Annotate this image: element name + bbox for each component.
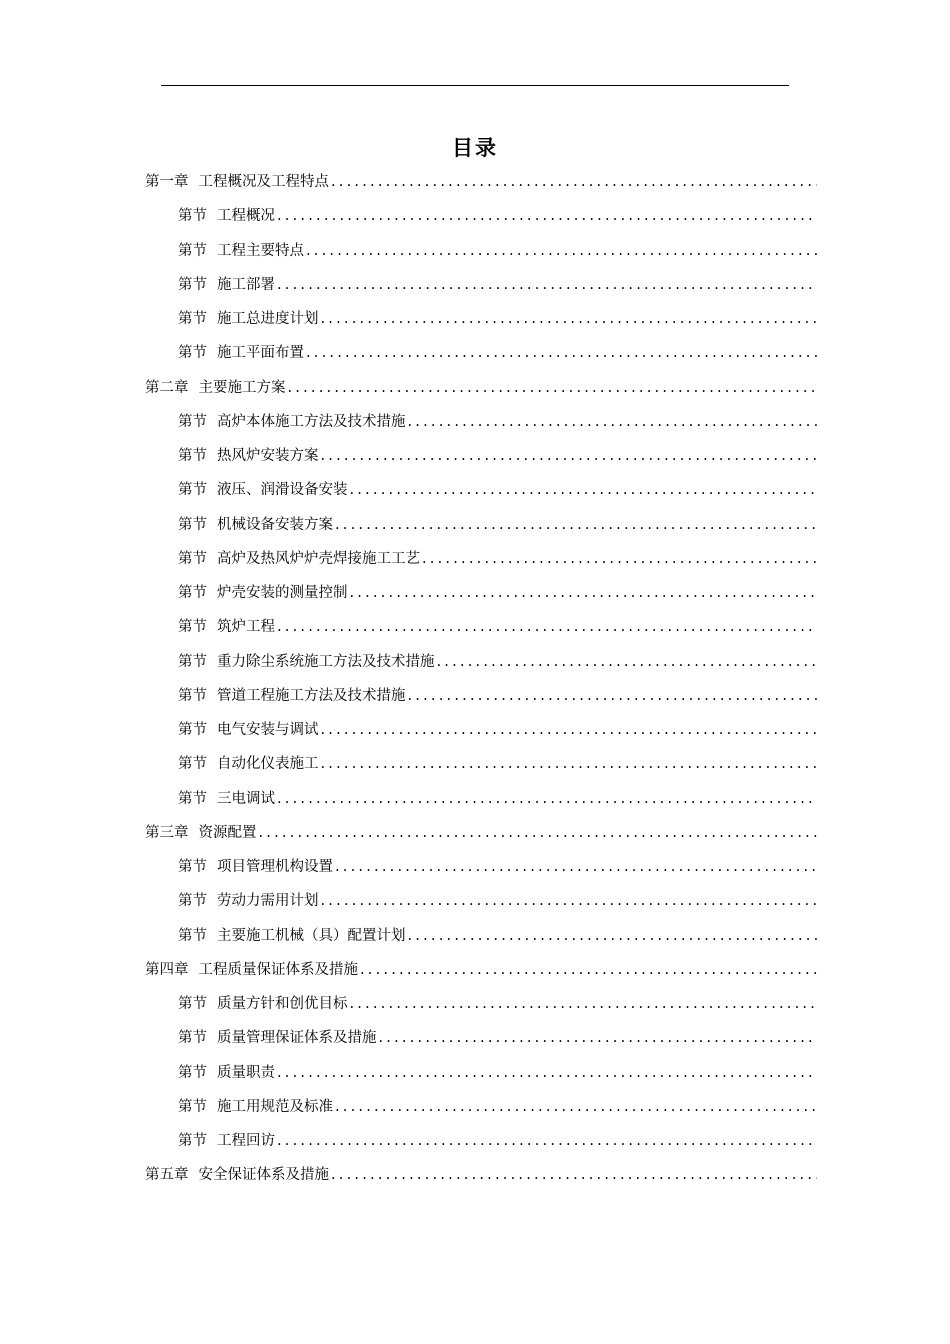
toc-dot-leader bbox=[306, 341, 817, 365]
toc-entry-number: 第节 bbox=[178, 790, 207, 807]
toc-section-entry[interactable] bbox=[178, 684, 817, 708]
toc-section-entry[interactable] bbox=[178, 650, 817, 674]
toc-entry-title: 重力除尘系统施工方法及技术措施 bbox=[217, 653, 435, 670]
toc-dot-leader bbox=[321, 752, 818, 776]
toc-section-entry[interactable] bbox=[178, 992, 817, 1016]
toc-dot-leader bbox=[321, 307, 818, 331]
toc-dot-leader bbox=[422, 547, 817, 571]
toc-entry-number: 第节 bbox=[178, 893, 207, 910]
toc-entry-number: 第节 bbox=[178, 687, 207, 704]
toc-section-entry[interactable] bbox=[178, 1061, 817, 1085]
toc-section-entry[interactable] bbox=[178, 478, 817, 502]
toc-entry-number: 第节 bbox=[178, 345, 207, 362]
toc-entry-title: 高炉及热风炉炉壳焊接施工工艺 bbox=[217, 550, 420, 567]
header-rule bbox=[161, 85, 789, 86]
toc-entry-title: 高炉本体施工方法及技术措施 bbox=[217, 413, 406, 430]
toc-entry-number: 第节 bbox=[178, 1030, 207, 1047]
toc-dot-leader bbox=[277, 615, 817, 639]
toc-entry-title: 工程概况及工程特点 bbox=[198, 174, 329, 190]
toc-section-entry[interactable] bbox=[178, 410, 817, 434]
toc-section-entry[interactable] bbox=[178, 581, 817, 605]
toc-dot-leader bbox=[306, 239, 817, 263]
toc-entry-number: 第节 bbox=[178, 448, 207, 464]
toc-dot-leader bbox=[259, 821, 818, 845]
toc-entry-title: 机械设备安装方案 bbox=[217, 516, 333, 533]
toc-dot-leader bbox=[277, 1129, 817, 1153]
toc-dot-leader bbox=[437, 650, 818, 674]
toc-entry-title: 质量职责 bbox=[217, 1064, 275, 1081]
page-title: 目录 bbox=[452, 136, 498, 160]
toc-entry-number: 第一章 bbox=[145, 174, 189, 190]
toc-dot-leader bbox=[360, 958, 817, 982]
toc-dot-leader bbox=[408, 684, 818, 708]
toc-entry-number: 第节 bbox=[178, 756, 207, 773]
toc-entry-number: 第节 bbox=[178, 927, 207, 944]
toc-dot-leader bbox=[335, 1095, 817, 1119]
toc-section-entry[interactable] bbox=[178, 239, 817, 263]
toc-entry-title: 液压、润滑设备安装 bbox=[217, 482, 348, 499]
toc-entry-title: 工程概况 bbox=[217, 208, 275, 225]
toc-entry-number: 第三章 bbox=[145, 824, 189, 841]
toc-entry-title: 施工用规范及标准 bbox=[217, 1098, 333, 1115]
toc-entry-number: 第节 bbox=[178, 1064, 207, 1081]
toc-section-entry[interactable] bbox=[178, 924, 817, 948]
toc-entry-number: 第节 bbox=[178, 859, 207, 875]
toc-section-entry[interactable] bbox=[178, 615, 817, 639]
toc-dot-leader bbox=[277, 1061, 817, 1085]
toc-entry-number: 第五章 bbox=[145, 1167, 189, 1184]
toc-section-entry[interactable] bbox=[178, 855, 817, 879]
toc-section-entry[interactable] bbox=[178, 1026, 817, 1050]
toc-chapter-entry[interactable] bbox=[145, 821, 817, 845]
toc-entry-title: 质量方针和创优目标 bbox=[217, 996, 348, 1012]
toc-dot-leader bbox=[350, 478, 818, 502]
toc-dot-leader bbox=[277, 204, 817, 228]
toc-entry-title: 筑炉工程 bbox=[217, 619, 275, 636]
toc-entry-number: 第节 bbox=[178, 516, 207, 533]
toc-chapter-entry[interactable] bbox=[145, 958, 817, 982]
toc-entry-title: 电气安装与调试 bbox=[217, 722, 319, 738]
toc-dot-leader bbox=[321, 718, 818, 742]
toc-entry-title: 自动化仪表施工 bbox=[217, 756, 319, 773]
toc-entry-number: 第四章 bbox=[145, 961, 189, 978]
toc-dot-leader bbox=[379, 1026, 818, 1050]
toc-dot-leader bbox=[408, 924, 818, 948]
toc-entry-number: 第节 bbox=[178, 550, 207, 567]
toc-dot-leader bbox=[408, 410, 818, 434]
toc-section-entry[interactable] bbox=[178, 1129, 817, 1153]
toc-dot-leader bbox=[331, 1163, 817, 1187]
toc-entry-title: 劳动力需用计划 bbox=[217, 893, 319, 910]
toc-dot-leader bbox=[321, 444, 818, 468]
toc-section-entry[interactable] bbox=[178, 273, 817, 297]
toc-entry-number: 第节 bbox=[178, 208, 207, 225]
toc-dot-leader bbox=[277, 787, 817, 811]
toc-entry-title: 三电调试 bbox=[217, 790, 275, 807]
toc-entry-title: 质量管理保证体系及措施 bbox=[217, 1030, 377, 1047]
toc-entry-number: 第节 bbox=[178, 276, 207, 293]
toc-chapter-entry[interactable] bbox=[145, 376, 817, 400]
toc-entry-title: 施工部署 bbox=[217, 276, 275, 293]
toc-entry-title: 管道工程施工方法及技术措施 bbox=[217, 687, 406, 704]
toc-entry-title: 资源配置 bbox=[198, 824, 257, 841]
toc-dot-leader bbox=[331, 170, 817, 194]
toc-entry-number: 第节 bbox=[178, 1098, 207, 1115]
toc-entry-title: 热风炉安装方案 bbox=[217, 448, 319, 464]
toc-section-entry[interactable] bbox=[178, 787, 817, 811]
toc-entry-title: 施工总进度计划 bbox=[217, 311, 319, 327]
toc-section-entry[interactable] bbox=[178, 1095, 817, 1119]
toc-section-entry[interactable] bbox=[178, 718, 817, 742]
toc-section-entry[interactable] bbox=[178, 341, 817, 365]
toc-entry-title: 工程主要特点 bbox=[217, 242, 304, 259]
toc-entry-number: 第节 bbox=[178, 619, 207, 636]
toc-dot-leader bbox=[277, 273, 817, 297]
toc-chapter-entry[interactable] bbox=[145, 170, 817, 194]
toc-entry-title: 工程质量保证体系及措施 bbox=[198, 961, 358, 978]
toc-dot-leader bbox=[350, 581, 818, 605]
toc-entry-number: 第二章 bbox=[145, 379, 189, 396]
toc-section-entry[interactable] bbox=[178, 752, 817, 776]
toc-entry-number: 第节 bbox=[178, 653, 207, 670]
toc-entry-title: 主要施工方案 bbox=[198, 379, 286, 396]
toc-entry-number: 第节 bbox=[178, 482, 207, 499]
toc-section-entry[interactable] bbox=[178, 204, 817, 228]
toc-entry-title: 主要施工机械（具）配置计划 bbox=[217, 927, 406, 944]
toc-entry-title: 工程回访 bbox=[217, 1133, 275, 1149]
toc-entry-title: 施工平面布置 bbox=[217, 345, 304, 362]
toc-dot-leader bbox=[335, 855, 817, 879]
toc-dot-leader bbox=[321, 889, 818, 913]
toc-section-entry[interactable] bbox=[178, 444, 817, 468]
toc-dot-leader bbox=[350, 992, 818, 1016]
toc-entry-title: 项目管理机构设置 bbox=[217, 859, 333, 875]
toc-entry-number: 第节 bbox=[178, 1133, 207, 1149]
toc-section-entry[interactable] bbox=[178, 547, 817, 571]
toc-section-entry[interactable] bbox=[178, 513, 817, 537]
toc-section-entry[interactable] bbox=[178, 307, 817, 331]
toc-chapter-entry[interactable] bbox=[145, 1163, 817, 1187]
toc-entry-number: 第节 bbox=[178, 585, 207, 601]
toc-section-entry[interactable] bbox=[178, 889, 817, 913]
toc-entry-title: 炉壳安装的测量控制 bbox=[217, 585, 348, 601]
toc-entry-number: 第节 bbox=[178, 242, 207, 259]
toc-dot-leader bbox=[335, 513, 817, 537]
toc-entry-number: 第节 bbox=[178, 996, 207, 1012]
toc-dot-leader bbox=[288, 376, 818, 400]
toc-entry-number: 第节 bbox=[178, 311, 207, 327]
toc-entry-number: 第节 bbox=[178, 722, 207, 738]
toc-entry-title: 安全保证体系及措施 bbox=[198, 1167, 329, 1184]
toc-entry-number: 第节 bbox=[178, 413, 207, 430]
